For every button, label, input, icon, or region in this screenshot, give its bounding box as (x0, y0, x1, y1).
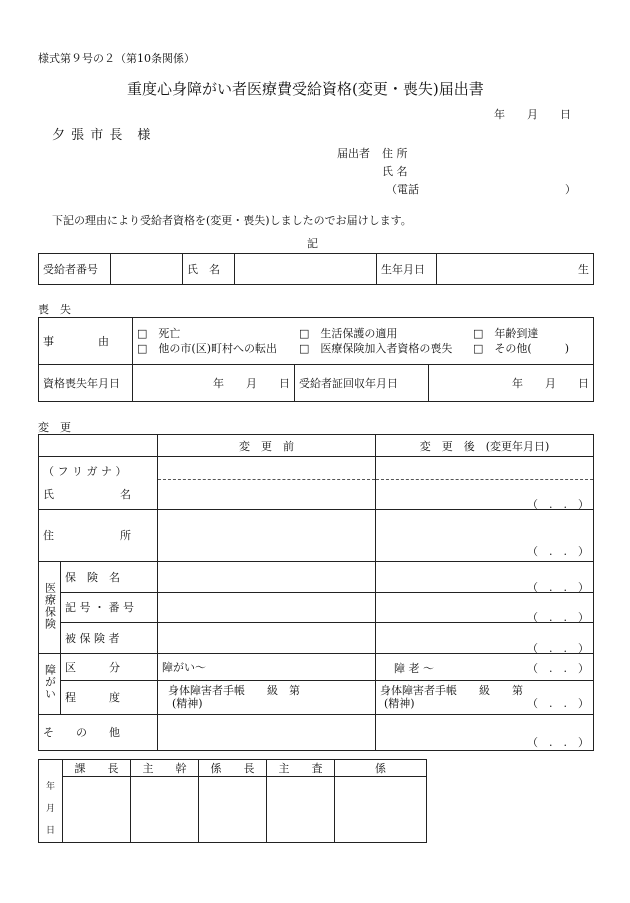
form-title: 重度心身障がい者医療費受給資格(変更・喪失)届出書 (127, 80, 484, 98)
reason-label: 事 由 (39, 318, 133, 365)
other-label: そ の 他 (39, 714, 158, 750)
approval-table (38, 759, 427, 843)
applicant-phone-label: （電話 (386, 183, 419, 196)
before-header: 変 更 前 (158, 435, 376, 457)
address-before[interactable] (158, 509, 376, 561)
col-section-chief: 課 長 (63, 760, 131, 777)
dob-label: 生年月日 (377, 254, 437, 285)
degree-after[interactable]: 身体障害者手帳 級 第 (精神) （ . . ） (376, 680, 594, 714)
col-inspector: 主 査 (267, 760, 335, 777)
furigana-label: （ フ リ ガ ナ ） (39, 457, 158, 480)
reason-options (133, 318, 594, 365)
name-before[interactable] (158, 479, 376, 509)
degree-before[interactable]: 身体障害者手帳 級 第 (精神) (158, 680, 376, 714)
stamp-inspector[interactable] (267, 777, 335, 843)
col-sub-chief: 係 長 (199, 760, 267, 777)
change-table (38, 434, 594, 751)
name-row-label: 氏 名 (39, 479, 158, 509)
option-age[interactable]: □ 年齢到達 (473, 327, 539, 340)
return-date-field[interactable]: 年 月 日 (429, 365, 594, 402)
insurer-label: 保 険 名 (61, 561, 158, 592)
approval-date-cell[interactable]: 年 月 日 (39, 760, 63, 843)
furigana-before[interactable] (158, 457, 376, 480)
col-chief-officer: 主 幹 (131, 760, 199, 777)
stamp-section-chief[interactable] (63, 777, 131, 843)
loss-date-field[interactable]: 年 月 日 (133, 365, 295, 402)
option-welfare[interactable]: □ 生活保護の適用 (299, 327, 398, 340)
disability-group-label: 障がい (39, 653, 61, 714)
name-label: 氏 名 (183, 254, 235, 285)
applicant-label: 届出者 (337, 147, 370, 160)
option-death[interactable]: □ 死亡 (137, 327, 181, 340)
other-after[interactable]: （ . . ） (376, 714, 594, 750)
col-staff: 係 (335, 760, 427, 777)
addressee: 夕 張 市 長 様 (52, 128, 152, 143)
insured-before[interactable] (158, 622, 376, 653)
address-row-label: 住 所 (39, 509, 158, 561)
change-section-label: 変 更 (38, 421, 71, 434)
insured-label: 被 保 険 者 (61, 622, 158, 653)
stamp-chief-officer[interactable] (131, 777, 199, 843)
insured-after[interactable]: （ . . ） (376, 622, 594, 653)
recipient-no-label: 受給者番号 (39, 254, 111, 285)
name-field[interactable] (235, 254, 377, 285)
degree-label: 程 度 (61, 680, 158, 714)
stamp-staff[interactable] (335, 777, 427, 843)
option-other[interactable]: □ その他( ) (473, 342, 569, 355)
option-moved[interactable]: □ 他の市(区)町村への転出 (137, 342, 277, 355)
name-after[interactable]: （ . . ） (376, 479, 594, 509)
ki-label: 記 (307, 237, 318, 250)
furigana-after[interactable] (376, 457, 594, 480)
loss-section-label: 喪 失 (38, 303, 71, 316)
insurer-after[interactable]: （ . . ） (376, 561, 594, 592)
loss-table (38, 317, 594, 402)
option-insurance-loss[interactable]: □ 医療保険加入者資格の喪失 (299, 342, 453, 355)
category-before[interactable]: 障がい～ (158, 653, 376, 680)
after-header: 変 更 後 (変更年月日) (376, 435, 594, 457)
address-after[interactable]: （ . . ） (376, 509, 594, 561)
other-before[interactable] (158, 714, 376, 750)
applicant-phone-close: ） (565, 183, 576, 196)
insurer-before[interactable] (158, 561, 376, 592)
category-label: 区 分 (61, 653, 158, 680)
number-label: 記 号 ・ 番 号 (61, 592, 158, 622)
dob-field[interactable]: 生 (437, 254, 594, 285)
applicant-address-label: 住 所 (382, 147, 408, 160)
recipient-no-field[interactable] (111, 254, 183, 285)
number-after[interactable]: （ . . ） (376, 592, 594, 622)
loss-date-label: 資格喪失年月日 (39, 365, 133, 402)
number-before[interactable] (158, 592, 376, 622)
category-after[interactable]: 障 老 ～ （ . . ） (376, 653, 594, 680)
intro-text: 下記の理由により受給者資格を(変更・喪失)しましたのでお届けします。 (52, 214, 412, 227)
return-date-label: 受給者証回収年月日 (295, 365, 429, 402)
recipient-table (38, 253, 594, 285)
date-line[interactable]: 年 月 日 (494, 108, 571, 121)
change-header-blank (39, 435, 158, 457)
form-number: 様式第９号の２（第10条関係） (38, 52, 195, 65)
stamp-sub-chief[interactable] (199, 777, 267, 843)
applicant-name-label: 氏 名 (382, 165, 408, 178)
insurance-group-label: 医療保険 (39, 561, 61, 653)
